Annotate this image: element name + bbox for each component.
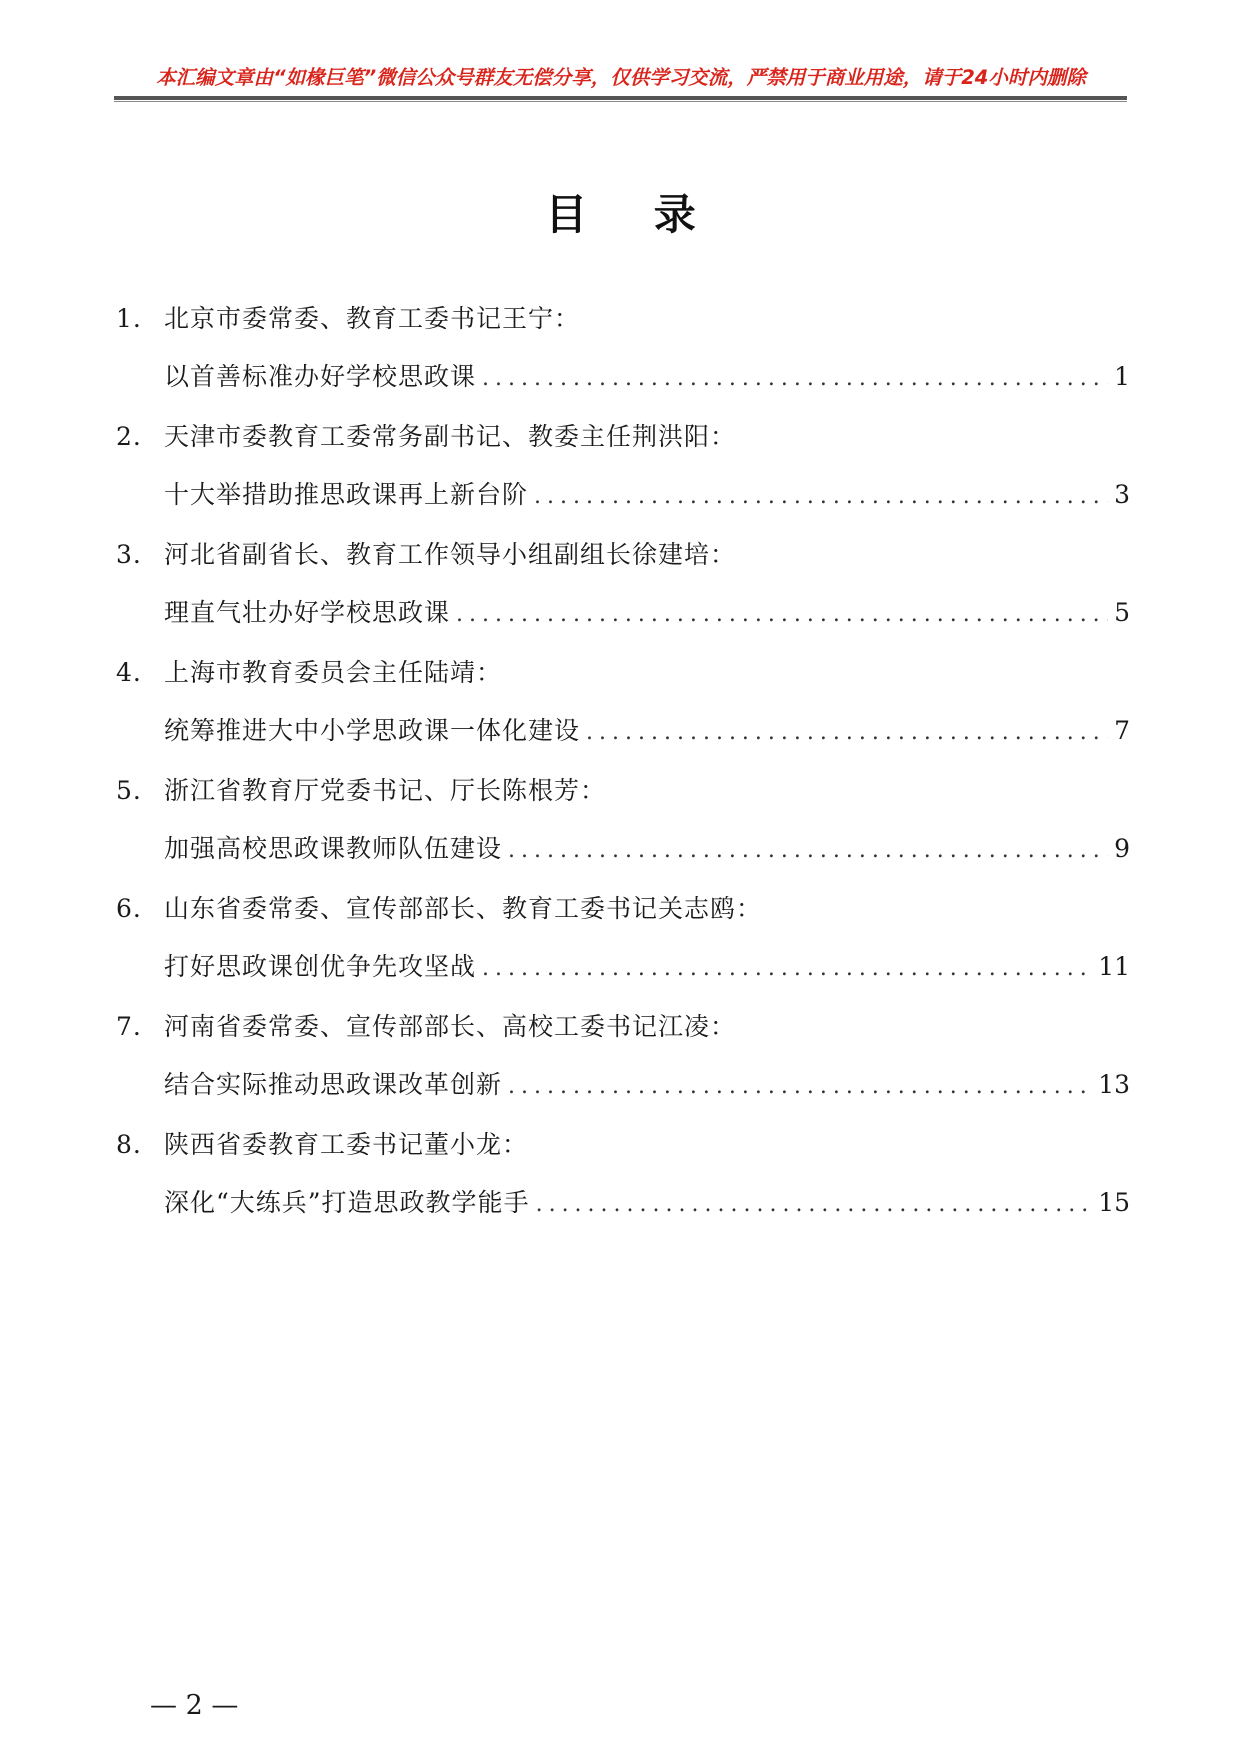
toc-item[interactable] xyxy=(116,1125,1130,1243)
toc-dot-leader xyxy=(508,831,1108,871)
toc-dot-leader xyxy=(482,949,1092,989)
toc-item-page: 7 xyxy=(1114,716,1130,745)
toc-item-author: 北京市委常委、教育工委书记王宁： xyxy=(164,304,581,333)
toc-item-heading xyxy=(116,1125,528,1165)
toc-dot-leader xyxy=(536,1185,1093,1225)
toc-item-author: 山东省委常委、宣传部部长、教育工委书记关志鸥： xyxy=(164,894,763,923)
toc-item-page: 9 xyxy=(1114,834,1130,863)
header-divider xyxy=(114,96,1127,100)
toc-list xyxy=(116,299,1130,1243)
toc-item-title: 理直气壮办好学校思政课 xyxy=(164,598,451,627)
toc-item-number: 5. xyxy=(116,776,142,805)
toc-item-heading xyxy=(116,889,762,929)
toc-item-entry[interactable] xyxy=(164,357,1130,397)
toc-item-author: 上海市教育委员会主任陆靖： xyxy=(164,658,503,687)
header-notice: 本汇编文章由“如椽巨笔”微信公众号群友无偿分享，仅供学习交流，严禁用于商业用途，请于24小时内删除 xyxy=(156,66,1086,89)
toc-title: 目 录 xyxy=(545,190,722,239)
toc-item-title: 打好思政课创优争先攻坚战 xyxy=(164,952,477,981)
toc-item[interactable] xyxy=(116,653,1130,771)
toc-item-heading xyxy=(116,299,580,339)
toc-item-heading xyxy=(116,1007,736,1047)
toc-item-title: 深化“大练兵”打造思政教学能手 xyxy=(164,1188,530,1217)
toc-dot-leader xyxy=(482,359,1108,399)
toc-dot-leader xyxy=(534,477,1108,517)
toc-item[interactable] xyxy=(116,417,1130,535)
toc-item-page: 13 xyxy=(1098,1070,1130,1099)
toc-item-title: 十大举措助推思政课再上新台阶 xyxy=(164,480,529,509)
toc-item-page: 11 xyxy=(1098,952,1130,981)
toc-item-entry[interactable] xyxy=(164,1183,1130,1223)
toc-item-heading xyxy=(116,653,502,693)
toc-item-author: 河北省副省长、教育工作领导小组副组长徐建培： xyxy=(164,540,737,569)
toc-item-number: 2. xyxy=(116,422,142,451)
toc-item-title: 结合实际推动思政课改革创新 xyxy=(164,1070,503,1099)
toc-item[interactable] xyxy=(116,1007,1130,1125)
toc-item-entry[interactable] xyxy=(164,711,1130,751)
toc-item[interactable] xyxy=(116,535,1130,653)
toc-item-author: 河南省委常委、宣传部部长、高校工委书记江凌： xyxy=(164,1012,737,1041)
toc-item-entry[interactable] xyxy=(164,829,1130,869)
toc-item-author: 天津市委教育工委常务副书记、教委主任荆洪阳： xyxy=(164,422,737,451)
toc-dot-leader xyxy=(508,1067,1092,1107)
toc-item-page: 3 xyxy=(1114,480,1130,509)
toc-dot-leader xyxy=(456,595,1108,635)
toc-item[interactable] xyxy=(116,889,1130,1007)
header-divider-thin xyxy=(114,101,1127,102)
toc-item-number: 8. xyxy=(116,1130,142,1159)
toc-item-author: 陕西省委教育工委书记董小龙： xyxy=(164,1130,529,1159)
toc-item-entry[interactable] xyxy=(164,475,1130,515)
toc-item-number: 1. xyxy=(116,304,142,333)
toc-item-page: 1 xyxy=(1114,362,1130,391)
toc-item-entry[interactable] xyxy=(164,947,1130,987)
toc-item-number: 3. xyxy=(116,540,142,569)
toc-item[interactable] xyxy=(116,771,1130,889)
toc-item-number: 6. xyxy=(116,894,142,923)
toc-item-author: 浙江省教育厅党委书记、厅长陈根芳： xyxy=(164,776,607,805)
toc-item-heading xyxy=(116,535,736,575)
page-number: — 2 — xyxy=(150,1690,239,1721)
toc-item-page: 5 xyxy=(1114,598,1130,627)
toc-item-heading xyxy=(116,771,606,811)
toc-item-title: 以首善标准办好学校思政课 xyxy=(164,362,477,391)
toc-item-entry[interactable] xyxy=(164,593,1130,633)
toc-item-page: 15 xyxy=(1098,1188,1130,1217)
toc-item-number: 7. xyxy=(116,1012,142,1041)
toc-item-title: 统筹推进大中小学思政课一体化建设 xyxy=(164,716,581,745)
toc-dot-leader xyxy=(586,713,1108,753)
toc-item-heading xyxy=(116,417,736,457)
toc-item-entry[interactable] xyxy=(164,1065,1130,1105)
toc-item-title: 加强高校思政课教师队伍建设 xyxy=(164,834,503,863)
toc-item[interactable] xyxy=(116,299,1130,417)
toc-item-number: 4. xyxy=(116,658,142,687)
